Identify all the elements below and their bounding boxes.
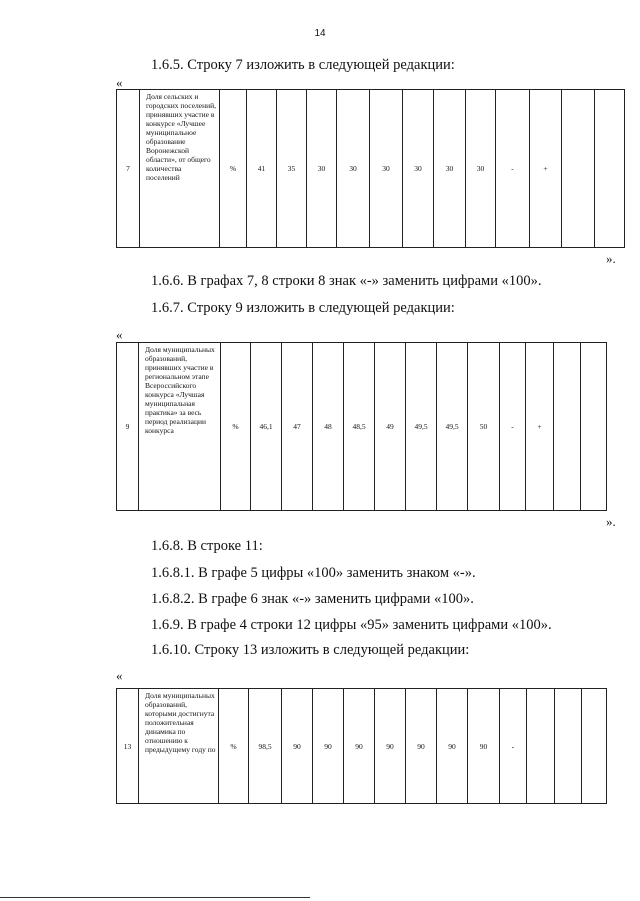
opening-quote: « <box>116 668 123 683</box>
indicator-description <box>139 689 219 804</box>
value-cell <box>582 689 607 804</box>
paragraph-1-6-7: 1.6.7. Строку 9 изложить в следующей редакции: <box>151 300 455 316</box>
value-cell <box>562 90 595 248</box>
value-cell: 46,1 <box>251 343 282 511</box>
unit-cell: % <box>219 689 249 804</box>
value-cell <box>554 343 581 511</box>
value-cell: 49,5 <box>406 343 437 511</box>
value-cell: 41 <box>247 90 277 248</box>
indicator-description: Доля муниципальных образований, принявших участие в региональном этапе Всероссийского конкурса «Лучшая муниципальная практика» за весь период реализации конкурса <box>139 343 221 511</box>
value-cell: 49 <box>375 343 406 511</box>
value-cell: 98,5 <box>249 689 282 804</box>
unit-cell: % <box>221 343 251 511</box>
value-cell: 30 <box>434 90 466 248</box>
value-cell: - <box>500 689 527 804</box>
value-cell: 48 <box>313 343 344 511</box>
value-cell <box>581 343 607 511</box>
value-cell: 30 <box>370 90 403 248</box>
row-number-cell: 13 <box>117 689 139 804</box>
value-cell: 30 <box>403 90 434 248</box>
paragraph-1-6-8-1: 1.6.8.1. В графе 5 цифры «100» заменить знаком «-». <box>151 565 476 581</box>
paragraph-1-6-8-2: 1.6.8.2. В графе 6 знак «-» заменить цифрами «100». <box>151 591 474 607</box>
table-row-9 <box>116 342 607 511</box>
value-cell: 90 <box>344 689 375 804</box>
value-cell: 30 <box>337 90 370 248</box>
value-cell <box>595 90 625 248</box>
value-cell: + <box>526 343 554 511</box>
value-cell: 48,5 <box>344 343 375 511</box>
value-cell: 47 <box>282 343 313 511</box>
row-number-cell: 7 <box>117 90 140 248</box>
table-row-7 <box>116 89 625 248</box>
value-cell <box>527 689 555 804</box>
value-cell: 90 <box>282 689 313 804</box>
value-cell: 90 <box>313 689 344 804</box>
paragraph-1-6-10: 1.6.10. Строку 13 изложить в следующей редакции: <box>151 642 470 658</box>
value-cell: 49,5 <box>437 343 468 511</box>
value-cell: 35 <box>277 90 307 248</box>
value-cell: + <box>530 90 562 248</box>
indicator-description: Доля сельских и городских поселений, принявших участие в конкурсе «Лучшее муниципальное образование Воронежской области», от общего количества поселений <box>140 90 220 248</box>
paragraph-1-6-9: 1.6.9. В графе 4 строки 12 цифры «95» заменить цифрами «100». <box>151 617 552 633</box>
opening-quote: « <box>116 327 123 342</box>
paragraph-1-6-6: 1.6.6. В графах 7, 8 строки 8 знак «-» заменить цифрами «100». <box>151 273 542 289</box>
value-cell: 90 <box>406 689 437 804</box>
closing-quote: ». <box>606 251 616 266</box>
value-cell: 50 <box>468 343 500 511</box>
paragraph-1-6-8: 1.6.8. В строке 11: <box>151 538 263 554</box>
page-number: 14 <box>314 28 326 39</box>
footer-rule <box>0 897 310 898</box>
value-cell: 30 <box>466 90 496 248</box>
value-cell: 90 <box>468 689 500 804</box>
unit-cell: % <box>220 90 247 248</box>
table-row-13 <box>116 688 607 804</box>
paragraph-1-6-5: 1.6.5. Строку 7 изложить в следующей редакции: <box>151 57 455 73</box>
value-cell: 90 <box>437 689 468 804</box>
value-cell: - <box>500 343 526 511</box>
value-cell <box>555 689 582 804</box>
indicator-description-text: Доля муниципальных образований, которыми достигнута положительная динамика по отношению к предыдущему году по <box>145 691 216 754</box>
opening-quote: « <box>116 75 123 90</box>
value-cell: 30 <box>307 90 337 248</box>
value-cell: - <box>496 90 530 248</box>
row-number-cell: 9 <box>117 343 139 511</box>
value-cell: 90 <box>375 689 406 804</box>
closing-quote: ». <box>606 514 616 529</box>
